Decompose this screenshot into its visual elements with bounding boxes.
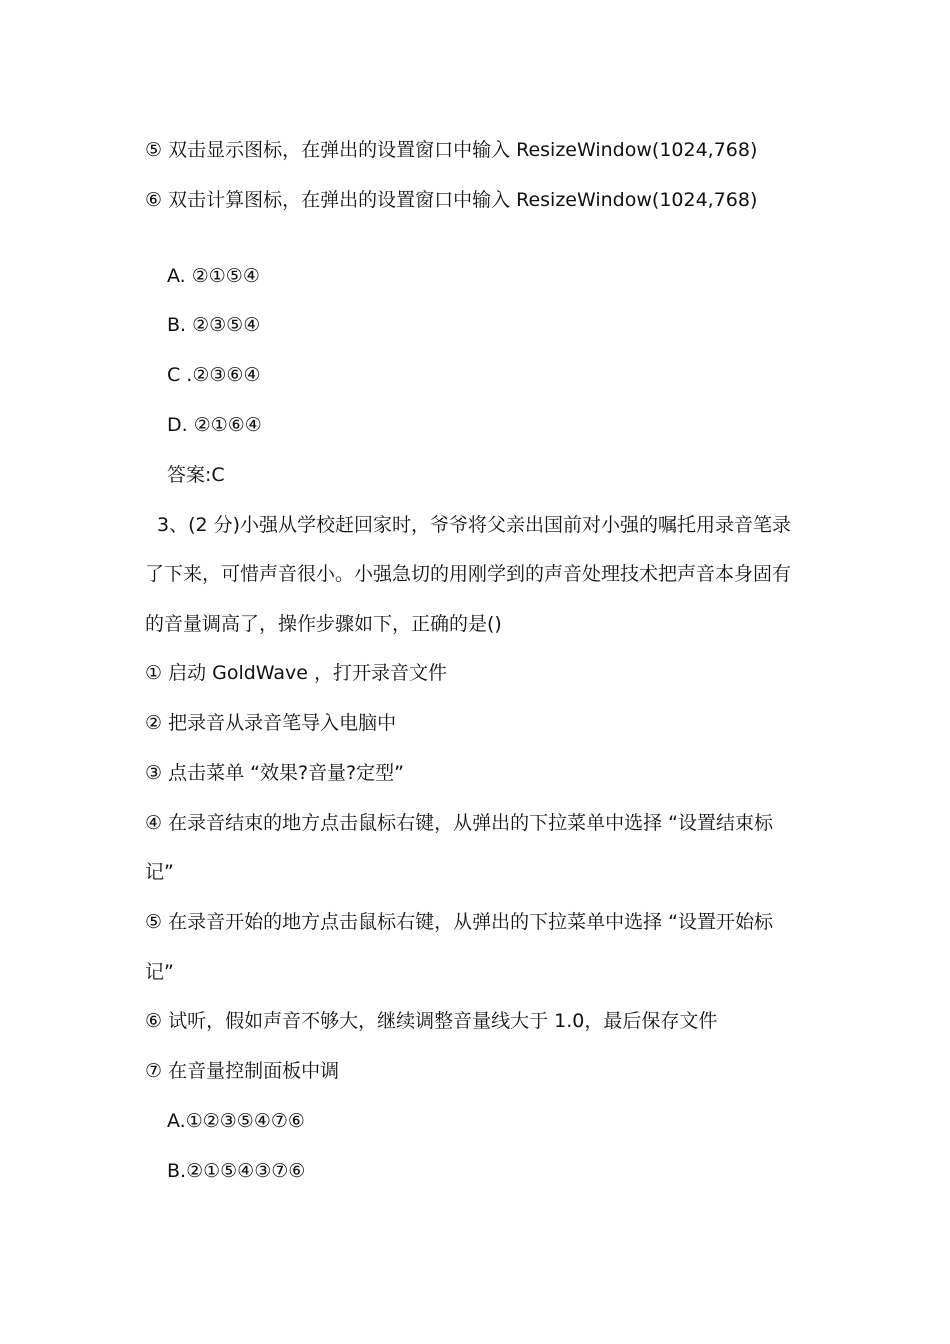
q3-step-5-line-2: 记”: [145, 961, 174, 983]
q3-stem-line-3: 的音量调高了，操作步骤如下，正确的是(): [145, 613, 502, 635]
q3-step-2: ② 把录音从录音笔导入电脑中: [145, 712, 397, 734]
q3-step-5-line-1: ⑤ 在录音开始的地方点击鼠标右键，从弹出的下拉菜单中选择 “设置开始标: [145, 911, 773, 933]
q2-option-b: B. ②③⑤④: [167, 314, 261, 336]
q3-option-a: A.①②③⑤④⑦⑥: [167, 1110, 305, 1132]
q3-step-6: ⑥ 试听，假如声音不够大，继续调整音量线大于 1.0，最后保存文件: [145, 1010, 718, 1032]
q3-step-4-line-1: ④ 在录音结束的地方点击鼠标右键，从弹出的下拉菜单中选择 “设置结束标: [145, 812, 773, 834]
q2-answer: 答案:C: [167, 464, 225, 486]
q3-step-4-line-2: 记”: [145, 861, 174, 883]
q2-step-5: ⑤ 双击显示图标，在弹出的设置窗口中输入 ResizeWindow(1024,768): [145, 139, 758, 161]
q3-step-7: ⑦ 在音量控制面板中调: [145, 1060, 340, 1082]
q2-step-6: ⑥ 双击计算图标，在弹出的设置窗口中输入 ResizeWindow(1024,768): [145, 189, 758, 211]
q3-step-1: ① 启动 GoldWave ，打开录音文件: [145, 662, 447, 684]
q3-stem-line-2: 了下来，可惜声音很小。小强急切的用刚学到的声音处理技术把声音本身固有: [145, 563, 792, 585]
q3-option-b: B.②①⑤④③⑦⑥: [167, 1160, 306, 1182]
q2-option-c: C .②③⑥④: [167, 364, 261, 386]
q2-option-d: D. ②①⑥④: [167, 414, 262, 436]
q3-step-3: ③ 点击菜单 “效果?音量?定型”: [145, 762, 404, 784]
q3-stem-line-1: 3、(2 分)小强从学校赶回家时，爷爷将父亲出国前对小强的嘱托用录音笔录: [157, 514, 792, 536]
q2-option-a: A. ②①⑤④: [167, 265, 260, 287]
